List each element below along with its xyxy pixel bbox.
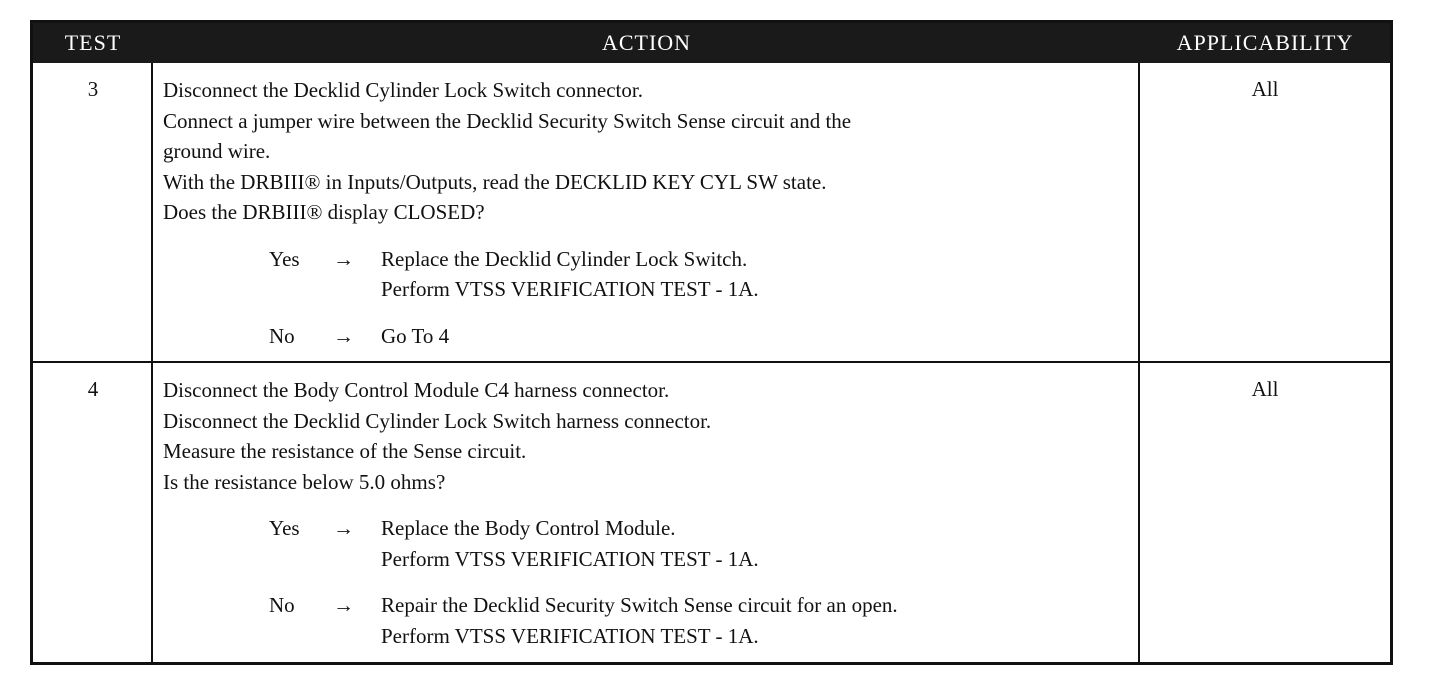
table-row-test-4 [33, 363, 1390, 662]
action-line: Connect a jumper wire between the Decklid Security Switch Sense circuit and the [163, 108, 852, 133]
action-line: With the DRBIII® in Inputs/Outputs, read the DECKLID KEY CYL SW state. [163, 169, 827, 194]
yes-label: Yes [269, 516, 300, 540]
arrow-right-icon: → [333, 323, 354, 348]
yes-result [381, 513, 1138, 574]
arrow-right-icon: → [333, 246, 354, 271]
diagnostic-test-table [30, 20, 1393, 665]
yes-answer [163, 244, 1138, 305]
no-answer [163, 590, 1138, 651]
action-line: Disconnect the Body Control Module C4 harness connector. [163, 378, 670, 402]
action-line: Is the resistance below 5.0 ohms? [163, 469, 446, 494]
arrow-right-icon: → [333, 516, 354, 540]
test-number: 4 [87, 377, 99, 401]
table-header [33, 23, 1390, 63]
no-label: No [269, 593, 295, 617]
result-line: Go To 4 [381, 323, 450, 348]
header-test: TEST [64, 30, 122, 55]
result-line: Perform VTSS VERIFICATION TEST - 1A. [381, 277, 759, 301]
applicability-value: All [1251, 77, 1279, 101]
action-line: Measure the resistance of the Sense circuit. [163, 439, 527, 463]
test-number: 3 [87, 77, 99, 101]
action-line: Disconnect the Decklid Cylinder Lock Switch harness connector. [163, 408, 712, 433]
answers [163, 244, 1138, 352]
header-action: ACTION [601, 30, 692, 55]
yes-answer [163, 513, 1138, 574]
action-cell [163, 75, 1138, 367]
answers [163, 513, 1138, 651]
table-row-test-3 [33, 63, 1390, 361]
header-applicability: APPLICABILITY [1176, 30, 1354, 55]
action-line: Does the DRBIII® display CLOSED? [163, 200, 485, 224]
action-cell [163, 375, 1138, 667]
yes-label: Yes [269, 246, 300, 271]
arrow-right-icon: → [333, 593, 354, 617]
result-line: Perform VTSS VERIFICATION TEST - 1A. [381, 546, 759, 571]
result-line: Replace the Body Control Module. [381, 516, 676, 540]
result-line: Replace the Decklid Cylinder Lock Switch. [381, 246, 748, 271]
result-line: Repair the Decklid Security Switch Sense circuit for an open. [381, 593, 898, 617]
yes-result [381, 244, 1138, 305]
no-answer [163, 321, 1138, 352]
result-line: Perform VTSS VERIFICATION TEST - 1A. [381, 623, 759, 648]
applicability-value: All [1251, 377, 1279, 401]
action-line: Disconnect the Decklid Cylinder Lock Switch connector. [163, 78, 643, 102]
no-result [381, 321, 1138, 352]
action-line: ground wire. [163, 139, 271, 163]
no-result [381, 590, 1138, 651]
no-label: No [269, 323, 295, 348]
